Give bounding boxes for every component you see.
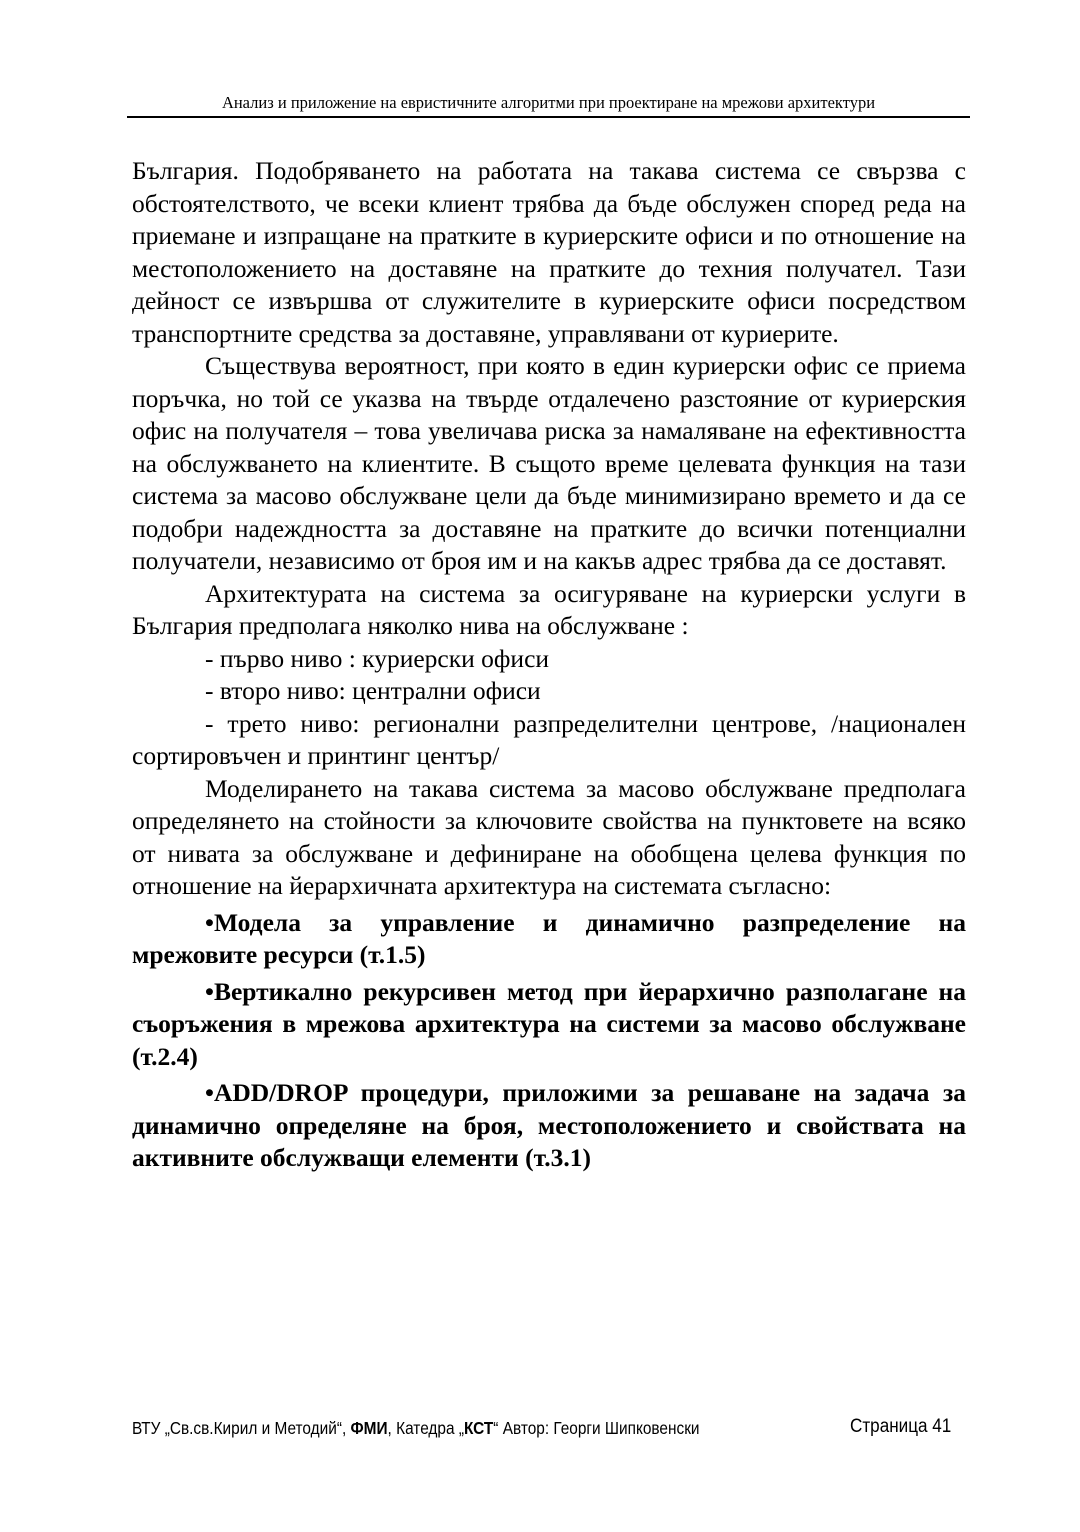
level-item-1: - първо ниво : куриерски офиси xyxy=(205,643,550,673)
footer-faculty: ФМИ xyxy=(350,1418,388,1438)
footer-university: ВТУ „Св.св.Кирил и Методий“, xyxy=(132,1418,351,1438)
page-number: Страница 41 xyxy=(850,1416,952,1437)
bullet-item-2 xyxy=(132,976,966,1074)
paragraph-4: Моделирането на такава система за масово обслужване предполага определянето на стойности за ключовите свойства на пунктовете на всяко от нивата за обслужване и дефиниране на обобщена целева функция по отношение на йерархичната архитектура на системата съгласно: xyxy=(132,773,966,900)
bullet-text-3: ADD/DROP процедури, приложими за решаване на задача за динамично определяне на броя, местоположението и свойствата на активните обслужващи елементи (т.3.1) xyxy=(132,1078,966,1172)
bullet-item-3 xyxy=(132,1077,966,1175)
paragraph-2: Съществува вероятност, при която в един куриерски офис се приема поръчка, но той се указва на твърде отдалечено разстояние от куриерския офис на получателя – това увеличава риска за намаляване на ефективността на обслужването на клиентите. В същото време целевата функция на тази система за масово обслужване цели да бъде минимизирано времето и да се подобри надеждността за доставяне на пратките до всички потенциални получатели, независимо от броя им и на какъв адрес трябва да се доставят. xyxy=(132,351,966,575)
level-item-3: - трето ниво: регионални разпределителни центрове, /национален сортировъчен и принтинг център/ xyxy=(132,708,966,770)
document-body xyxy=(132,155,966,1175)
level-item-2: - второ ниво: централни офиси xyxy=(205,676,541,705)
bullet-icon: • xyxy=(205,976,214,1006)
bullet-text-2: Вертикално рекурсивен метод при йерархично разполагане на съоръжения в мрежова архитектура на системи за масово обслужване (т.2.4) xyxy=(132,976,966,1071)
footer-dept: КСТ xyxy=(463,1418,494,1438)
footer-dept-prefix: , Катедра „ xyxy=(387,1418,464,1438)
page-footer-credits xyxy=(132,1417,700,1439)
bullet-icon: • xyxy=(205,1078,214,1107)
page-header-title: Анализ и приложение на евристичните алгоритми при проектиране на мрежови архитектури xyxy=(221,93,876,112)
bullet-text-1: Модела за управление и динамично разпределение на мрежовите ресурси (т.1.5) xyxy=(132,907,966,969)
paragraph-1: България. Подобряването на работата на такава система се свързва с обстоятелството, че всеки клиент трябва да бъде обслужен според реда на приемане и изпращане на пратките в куриерските офиси и по отношение на местоположението на доставяне на пратките до техния получател. Тази дейност се извършва от служителите в куриерските офиси посредством транспортните средства за доставяне, управлявани от куриерите. xyxy=(132,156,966,348)
footer-author: “ Автор: Георги Шипковенски xyxy=(493,1418,700,1438)
bullet-icon: • xyxy=(205,907,214,937)
header-divider xyxy=(127,116,970,118)
bullet-item-1 xyxy=(132,907,966,972)
paragraph-3: Архитектурата на система за осигуряване на куриерски услуги в България предполага няколко нива на обслужване : xyxy=(132,578,966,640)
